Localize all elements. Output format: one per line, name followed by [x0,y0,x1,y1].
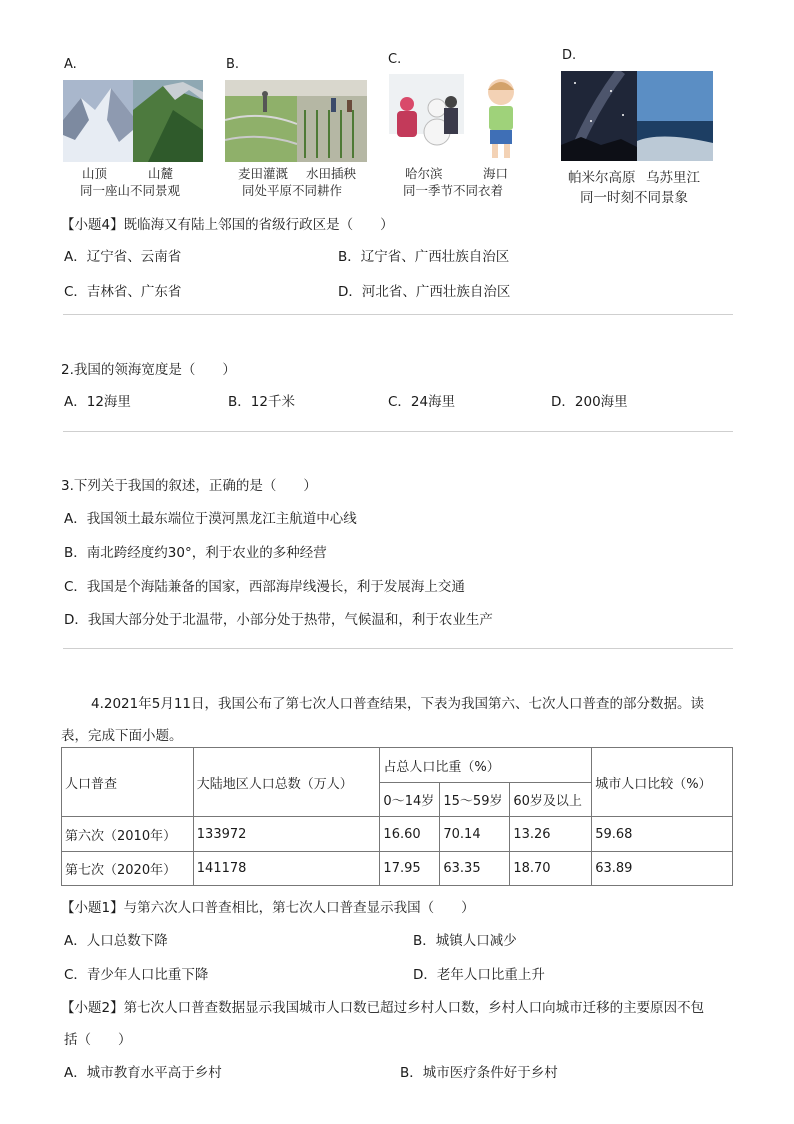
caption-left: 帕米尔高原 [568,170,636,186]
cell-age-0-14: 17.95 [380,852,440,886]
section-divider [63,648,733,649]
option-letter: C. [388,52,402,67]
caption-summary: 同一季节不同衣着 [403,183,504,198]
question-stem: 3.下列关于我国的叙述，正确的是（ ） [61,478,317,494]
option-a[interactable]: A．人口总数下降 [64,933,168,949]
census-table [61,747,733,886]
cell-age-15-59: 63.35 [440,852,510,886]
caption-summary: 同一座山不同景观 [80,183,181,198]
header-age-60-plus: 60岁及以上 [510,783,592,817]
cell-census-name: 第七次（2020年） [62,852,194,886]
caption-right: 乌苏里江 [646,170,700,186]
option-d[interactable]: D．200海里 [551,394,628,410]
option-letter: D. [562,48,577,63]
section-divider [63,314,733,315]
header-census: 人口普查 [62,748,194,817]
caption-summary: 同一时刻不同景象 [580,190,688,206]
caption-left: 哈尔滨 [405,166,443,181]
header-total-population: 大陆地区人口总数（万人） [193,748,380,817]
option-b[interactable]: B．辽宁省、广西壮族自治区 [338,249,510,265]
cell-age-60-plus: 18.70 [510,852,592,886]
question-stem: 【小题1】与第六次人口普查相比，第七次人口普查显示我国（ ） [61,900,475,916]
cell-census-name: 第六次（2010年） [62,817,194,852]
caption-left: 山顶 [82,166,108,181]
header-age-15-59: 15～59岁 [440,783,510,817]
caption-summary: 同处平原不同耕作 [242,183,343,198]
cell-total: 141178 [193,852,380,886]
cell-urban: 59.68 [592,817,733,852]
question-stem-line1: 【小题2】第七次人口普查数据显示我国城市人口数已超过乡村人口数，乡村人口向城市迁移的主要原因不包 [61,1000,705,1016]
option-c[interactable]: C．青少年人口比重下降 [64,967,209,983]
cell-age-15-59: 70.14 [440,817,510,852]
farmland-photo [225,80,367,162]
cell-urban: 63.89 [592,852,733,886]
option-d[interactable]: D．我国大部分处于北温带，小部分处于热带，气候温和，利于农业生产 [64,612,493,628]
question-stem-line2: 括（ ） [64,1032,132,1048]
option-d[interactable]: D．老年人口比重上升 [413,967,545,983]
option-b[interactable]: B．城市医疗条件好于乡村 [400,1065,558,1081]
question-intro-line1: 4.2021年5月11日，我国公布了第七次人口普查结果，下表为我国第六、七次人口普查的部分数据。读 [91,696,705,712]
option-a[interactable]: A．我国领土最东端位于漠河黑龙江主航道中心线 [64,511,357,527]
cell-age-0-14: 16.60 [380,817,440,852]
header-age-0-14: 0～14岁 [380,783,440,817]
caption-right: 山麓 [148,166,174,181]
table-row [62,817,733,852]
option-letter: B. [226,57,240,72]
question-stem: 【小题4】既临海又有陆上邻国的省级行政区是（ ） [61,217,394,233]
option-a[interactable]: A．12海里 [64,394,131,410]
cell-age-60-plus: 13.26 [510,817,592,852]
option-b[interactable]: B．城镇人口减少 [413,933,517,949]
question-intro-line2: 表，完成下面小题。 [61,728,183,744]
clothing-photo [389,74,539,162]
caption-right: 海口 [483,166,509,181]
option-a[interactable]: A．辽宁省、云南省 [64,249,182,265]
caption-left: 麦田灌溉 [238,166,289,181]
header-urban: 城市人口比较（%） [592,748,733,817]
option-b[interactable]: B．12千米 [228,394,295,410]
caption-right: 水田插秧 [306,166,357,181]
mountain-photo [63,80,203,162]
option-a[interactable]: A．城市教育水平高于乡村 [64,1065,222,1081]
option-d[interactable]: D．河北省、广西壮族自治区 [338,284,511,300]
option-b[interactable]: B．南北跨经度约30°，利于农业的多种经营 [64,545,327,561]
option-c[interactable]: C．我国是个海陆兼备的国家，西部海岸线漫长，利于发展海上交通 [64,579,465,595]
section-divider [63,431,733,432]
option-c[interactable]: C．吉林省、广东省 [64,284,182,300]
option-c[interactable]: C．24海里 [388,394,456,410]
option-letter: A. [64,57,77,72]
table-row [62,852,733,886]
question-stem: 2.我国的领海宽度是（ ） [61,362,236,378]
header-ratio: 占总人口比重（%） [380,748,592,783]
landscape-photo [561,71,713,161]
cell-total: 133972 [193,817,380,852]
